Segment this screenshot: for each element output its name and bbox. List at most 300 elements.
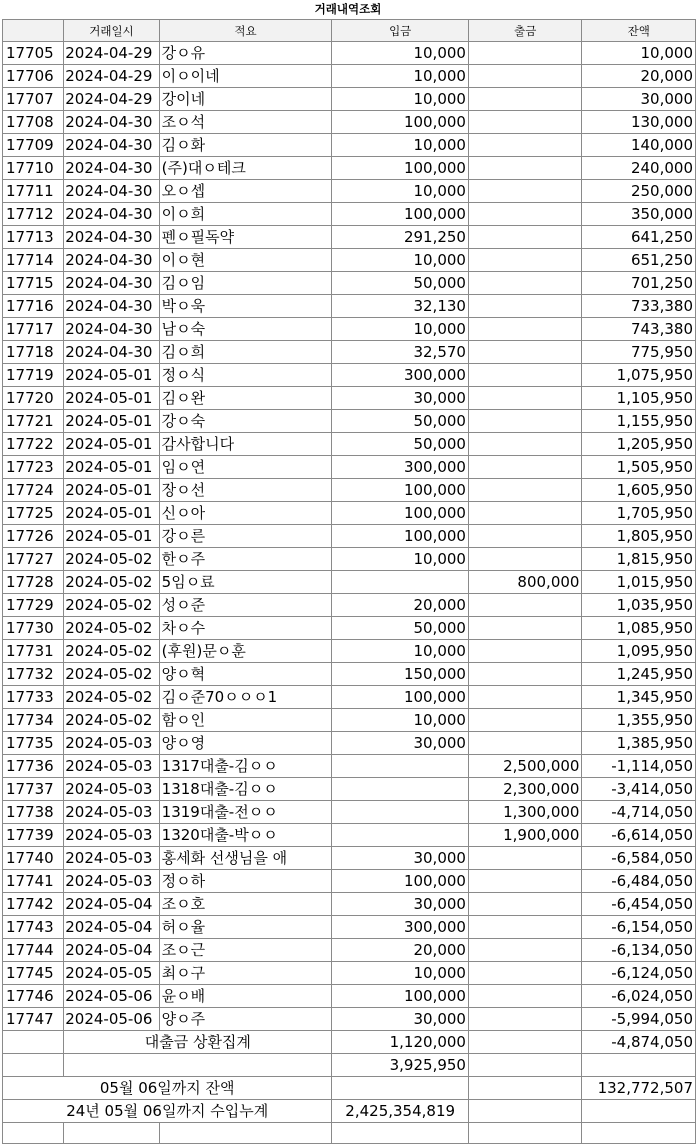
row-number[interactable]: 17705 <box>3 42 64 65</box>
row-description[interactable]: 허ㅇ율 <box>159 916 332 939</box>
row-description[interactable]: 조ㅇ석 <box>159 111 332 134</box>
row-date[interactable]: 2024-05-03 <box>64 778 159 801</box>
row-withdrawal[interactable] <box>468 318 581 341</box>
row-deposit[interactable]: 10,000 <box>332 65 469 88</box>
row-date[interactable]: 2024-04-30 <box>64 134 159 157</box>
row-withdrawal[interactable] <box>468 525 581 548</box>
row-withdrawal[interactable] <box>468 203 581 226</box>
row-date[interactable]: 2024-04-29 <box>64 65 159 88</box>
row-date[interactable]: 2024-05-01 <box>64 502 159 525</box>
row-balance[interactable]: -3,414,050 <box>582 778 696 801</box>
row-description[interactable]: (후원)문ㅇ훈 <box>159 640 332 663</box>
row-number[interactable]: 17730 <box>3 617 64 640</box>
row-description[interactable]: 홍세화 선생님을 애 <box>159 847 332 870</box>
table-row <box>3 341 696 364</box>
row-balance[interactable]: 1,345,950 <box>582 686 696 709</box>
row-date[interactable]: 2024-05-02 <box>64 571 159 594</box>
row-number[interactable]: 17717 <box>3 318 64 341</box>
cumulative-label[interactable]: 24년 05월 06일까지 수입누계 <box>3 1100 332 1123</box>
row-balance[interactable]: -6,024,050 <box>582 985 696 1008</box>
row-date[interactable]: 2024-05-02 <box>64 594 159 617</box>
row-description[interactable]: 김ㅇ완 <box>159 387 332 410</box>
row-withdrawal[interactable] <box>468 479 581 502</box>
row-withdrawal[interactable] <box>468 134 581 157</box>
cell[interactable] <box>159 1123 332 1144</box>
row-balance[interactable]: 1,385,950 <box>582 732 696 755</box>
total-deposit-value[interactable]: 3,925,950 <box>332 1054 469 1077</box>
row-date[interactable]: 2024-04-30 <box>64 180 159 203</box>
row-withdrawal[interactable] <box>468 732 581 755</box>
row-balance[interactable]: 743,380 <box>582 318 696 341</box>
row-withdrawal[interactable] <box>468 640 581 663</box>
row-date[interactable]: 2024-05-01 <box>64 387 159 410</box>
row-balance[interactable]: 1,245,950 <box>582 663 696 686</box>
row-description[interactable]: 함ㅇ인 <box>159 709 332 732</box>
row-withdrawal[interactable] <box>468 502 581 525</box>
row-number[interactable]: 17736 <box>3 755 64 778</box>
header-balance[interactable]: 잔액 <box>582 20 696 42</box>
row-deposit[interactable]: 300,000 <box>332 364 469 387</box>
table-row <box>3 249 696 272</box>
row-date[interactable]: 2024-05-04 <box>64 916 159 939</box>
row-number[interactable]: 17740 <box>3 847 64 870</box>
row-deposit[interactable]: 100,000 <box>332 985 469 1008</box>
row-date[interactable]: 2024-05-03 <box>64 870 159 893</box>
loan-summary-balance[interactable]: -4,874,050 <box>582 1031 696 1054</box>
row-deposit[interactable]: 10,000 <box>332 249 469 272</box>
row-number[interactable]: 17724 <box>3 479 64 502</box>
row-balance[interactable]: 1,205,950 <box>582 433 696 456</box>
row-withdrawal[interactable] <box>468 65 581 88</box>
row-balance[interactable]: 240,000 <box>582 157 696 180</box>
row-description[interactable]: 성ㅇ준 <box>159 594 332 617</box>
row-withdrawal[interactable] <box>468 870 581 893</box>
cell[interactable] <box>468 1100 581 1123</box>
row-deposit[interactable]: 10,000 <box>332 88 469 111</box>
table-row <box>3 65 696 88</box>
row-balance[interactable]: 30,000 <box>582 88 696 111</box>
row-number[interactable]: 17711 <box>3 180 64 203</box>
row-number[interactable]: 17746 <box>3 985 64 1008</box>
row-deposit[interactable]: 10,000 <box>332 42 469 65</box>
cell[interactable] <box>468 1123 581 1144</box>
row-number[interactable]: 17706 <box>3 65 64 88</box>
row-balance[interactable]: 641,250 <box>582 226 696 249</box>
empty-row <box>3 1123 696 1144</box>
row-date[interactable]: 2024-05-05 <box>64 962 159 985</box>
row-deposit[interactable] <box>332 824 469 847</box>
row-description[interactable]: 조ㅇ호 <box>159 893 332 916</box>
row-number[interactable]: 17716 <box>3 295 64 318</box>
row-withdrawal[interactable] <box>468 847 581 870</box>
row-number[interactable]: 17739 <box>3 824 64 847</box>
row-deposit[interactable]: 100,000 <box>332 870 469 893</box>
row-deposit[interactable]: 150,000 <box>332 663 469 686</box>
row-date[interactable]: 2024-05-02 <box>64 663 159 686</box>
row-deposit[interactable]: 291,250 <box>332 226 469 249</box>
row-withdrawal[interactable] <box>468 893 581 916</box>
row-deposit[interactable]: 100,000 <box>332 203 469 226</box>
row-deposit[interactable]: 32,570 <box>332 341 469 364</box>
row-withdrawal[interactable] <box>468 663 581 686</box>
row-deposit[interactable]: 50,000 <box>332 617 469 640</box>
row-balance[interactable]: 10,000 <box>582 42 696 65</box>
row-number[interactable]: 17744 <box>3 939 64 962</box>
row-withdrawal[interactable] <box>468 249 581 272</box>
balance-value[interactable]: 132,772,507 <box>582 1077 696 1100</box>
row-deposit[interactable]: 30,000 <box>332 1008 469 1031</box>
cell[interactable] <box>332 1123 469 1144</box>
row-description[interactable]: 이ㅇ희 <box>159 203 332 226</box>
row-description[interactable]: 정ㅇ식 <box>159 364 332 387</box>
row-deposit[interactable]: 100,000 <box>332 111 469 134</box>
row-description[interactable]: 1318대출-김ㅇㅇ <box>159 778 332 801</box>
row-withdrawal[interactable] <box>468 226 581 249</box>
row-deposit[interactable]: 10,000 <box>332 548 469 571</box>
row-deposit[interactable]: 10,000 <box>332 709 469 732</box>
row-description[interactable]: 양ㅇ주 <box>159 1008 332 1031</box>
row-number[interactable]: 17734 <box>3 709 64 732</box>
row-withdrawal[interactable] <box>468 157 581 180</box>
row-withdrawal[interactable] <box>468 916 581 939</box>
header-no[interactable] <box>3 20 64 42</box>
cumulative-value[interactable]: 2,425,354,819 <box>332 1100 469 1123</box>
row-date[interactable]: 2024-04-29 <box>64 42 159 65</box>
row-deposit[interactable] <box>332 571 469 594</box>
row-description[interactable]: 양ㅇ영 <box>159 732 332 755</box>
row-withdrawal[interactable]: 1,300,000 <box>468 801 581 824</box>
row-withdrawal[interactable] <box>468 456 581 479</box>
row-withdrawal[interactable] <box>468 548 581 571</box>
row-number[interactable]: 17733 <box>3 686 64 709</box>
row-balance[interactable]: 1,705,950 <box>582 502 696 525</box>
row-description[interactable]: 김ㅇ준70ㅇㅇㅇ1 <box>159 686 332 709</box>
row-date[interactable]: 2024-04-30 <box>64 272 159 295</box>
table-row <box>3 824 696 847</box>
row-number[interactable]: 17721 <box>3 410 64 433</box>
row-balance[interactable]: -4,714,050 <box>582 801 696 824</box>
row-date[interactable]: 2024-05-01 <box>64 479 159 502</box>
row-deposit[interactable]: 300,000 <box>332 456 469 479</box>
row-description[interactable]: 강이네 <box>159 88 332 111</box>
row-deposit[interactable]: 30,000 <box>332 387 469 410</box>
cell[interactable] <box>3 1054 64 1077</box>
row-number[interactable]: 17710 <box>3 157 64 180</box>
table-row <box>3 985 696 1008</box>
row-description[interactable]: 이ㅇ이네 <box>159 65 332 88</box>
row-date[interactable]: 2024-05-04 <box>64 939 159 962</box>
row-balance[interactable]: 775,950 <box>582 341 696 364</box>
row-balance[interactable]: 20,000 <box>582 65 696 88</box>
row-description[interactable]: 박ㅇ욱 <box>159 295 332 318</box>
row-withdrawal[interactable] <box>468 617 581 640</box>
row-date[interactable]: 2024-05-03 <box>64 847 159 870</box>
row-withdrawal[interactable]: 1,900,000 <box>468 824 581 847</box>
row-number[interactable]: 17742 <box>3 893 64 916</box>
row-withdrawal[interactable] <box>468 88 581 111</box>
row-date[interactable]: 2024-05-03 <box>64 732 159 755</box>
row-balance[interactable]: -6,484,050 <box>582 870 696 893</box>
row-balance[interactable]: -5,994,050 <box>582 1008 696 1031</box>
row-withdrawal[interactable] <box>468 962 581 985</box>
row-number[interactable]: 17747 <box>3 1008 64 1031</box>
row-number[interactable]: 17720 <box>3 387 64 410</box>
row-description[interactable]: 조ㅇ근 <box>159 939 332 962</box>
row-deposit[interactable]: 50,000 <box>332 410 469 433</box>
row-deposit[interactable]: 100,000 <box>332 502 469 525</box>
row-balance[interactable]: 350,000 <box>582 203 696 226</box>
row-number[interactable]: 17713 <box>3 226 64 249</box>
row-number[interactable]: 17726 <box>3 525 64 548</box>
row-date[interactable]: 2024-05-02 <box>64 548 159 571</box>
row-balance[interactable]: -6,584,050 <box>582 847 696 870</box>
row-description[interactable]: 김ㅇ임 <box>159 272 332 295</box>
table-row <box>3 686 696 709</box>
table-row <box>3 525 696 548</box>
row-deposit[interactable]: 50,000 <box>332 433 469 456</box>
row-withdrawal[interactable] <box>468 686 581 709</box>
row-description[interactable]: 양ㅇ혁 <box>159 663 332 686</box>
row-withdrawal[interactable]: 800,000 <box>468 571 581 594</box>
row-withdrawal[interactable]: 2,500,000 <box>468 755 581 778</box>
row-number[interactable]: 17732 <box>3 663 64 686</box>
row-deposit[interactable]: 32,130 <box>332 295 469 318</box>
row-date[interactable]: 2024-05-06 <box>64 1008 159 1031</box>
row-description[interactable]: 1320대출-박ㅇㅇ <box>159 824 332 847</box>
cell[interactable] <box>332 1077 469 1100</box>
row-date[interactable]: 2024-05-02 <box>64 686 159 709</box>
row-withdrawal[interactable] <box>468 939 581 962</box>
row-deposit[interactable]: 10,000 <box>332 134 469 157</box>
row-balance[interactable]: 1,095,950 <box>582 640 696 663</box>
row-withdrawal[interactable] <box>468 42 581 65</box>
row-deposit[interactable]: 10,000 <box>332 640 469 663</box>
row-deposit[interactable]: 30,000 <box>332 893 469 916</box>
row-number[interactable]: 17712 <box>3 203 64 226</box>
row-number[interactable]: 17718 <box>3 341 64 364</box>
row-date[interactable]: 2024-05-03 <box>64 824 159 847</box>
row-date[interactable]: 2024-05-01 <box>64 456 159 479</box>
row-withdrawal[interactable] <box>468 180 581 203</box>
cell[interactable] <box>468 1054 581 1077</box>
cell[interactable] <box>3 1031 64 1054</box>
row-number[interactable]: 17728 <box>3 571 64 594</box>
row-deposit[interactable]: 100,000 <box>332 479 469 502</box>
cell[interactable] <box>468 1031 581 1054</box>
row-balance[interactable]: 130,000 <box>582 111 696 134</box>
row-description[interactable]: 신ㅇ아 <box>159 502 332 525</box>
row-withdrawal[interactable] <box>468 272 581 295</box>
row-number[interactable]: 17723 <box>3 456 64 479</box>
row-description[interactable]: 장ㅇ선 <box>159 479 332 502</box>
row-date[interactable]: 2024-04-29 <box>64 88 159 111</box>
row-description[interactable]: 감사합니다 <box>159 433 332 456</box>
row-deposit[interactable]: 10,000 <box>332 962 469 985</box>
cell[interactable] <box>64 1054 332 1077</box>
cell[interactable] <box>3 1123 64 1144</box>
balance-label[interactable]: 05월 06일까지 잔액 <box>3 1077 332 1100</box>
row-deposit[interactable]: 20,000 <box>332 939 469 962</box>
row-balance[interactable]: -1,114,050 <box>582 755 696 778</box>
row-date[interactable]: 2024-05-01 <box>64 410 159 433</box>
row-number[interactable]: 17725 <box>3 502 64 525</box>
row-balance[interactable]: 733,380 <box>582 295 696 318</box>
table-row <box>3 456 696 479</box>
row-balance[interactable]: -6,124,050 <box>582 962 696 985</box>
row-number[interactable]: 17707 <box>3 88 64 111</box>
row-date[interactable]: 2024-05-02 <box>64 709 159 732</box>
row-withdrawal[interactable] <box>468 985 581 1008</box>
row-balance[interactable]: 1,815,950 <box>582 548 696 571</box>
row-date[interactable]: 2024-04-30 <box>64 203 159 226</box>
total-deposit-row <box>3 1054 696 1077</box>
row-date[interactable]: 2024-05-02 <box>64 617 159 640</box>
row-number[interactable]: 17727 <box>3 548 64 571</box>
row-number[interactable]: 17738 <box>3 801 64 824</box>
row-description[interactable]: 남ㅇ숙 <box>159 318 332 341</box>
row-description[interactable]: 강ㅇ유 <box>159 42 332 65</box>
row-deposit[interactable]: 20,000 <box>332 594 469 617</box>
row-number[interactable]: 17743 <box>3 916 64 939</box>
header-description[interactable]: 적요 <box>159 20 332 42</box>
row-balance[interactable]: 701,250 <box>582 272 696 295</box>
row-withdrawal[interactable] <box>468 364 581 387</box>
row-number[interactable]: 17715 <box>3 272 64 295</box>
row-number[interactable]: 17735 <box>3 732 64 755</box>
row-balance[interactable]: -6,454,050 <box>582 893 696 916</box>
row-number[interactable]: 17737 <box>3 778 64 801</box>
row-description[interactable]: 윤ㅇ배 <box>159 985 332 1008</box>
row-balance[interactable]: 1,355,950 <box>582 709 696 732</box>
row-description[interactable]: 차ㅇ수 <box>159 617 332 640</box>
row-description[interactable]: 한ㅇ주 <box>159 548 332 571</box>
row-date[interactable]: 2024-05-03 <box>64 755 159 778</box>
row-description[interactable]: 강ㅇ른 <box>159 525 332 548</box>
row-date[interactable]: 2024-04-30 <box>64 295 159 318</box>
row-number[interactable]: 17708 <box>3 111 64 134</box>
row-deposit[interactable]: 100,000 <box>332 525 469 548</box>
row-deposit[interactable]: 30,000 <box>332 732 469 755</box>
row-balance[interactable]: 1,605,950 <box>582 479 696 502</box>
row-date[interactable]: 2024-04-30 <box>64 157 159 180</box>
row-description[interactable]: 5임ㅇ료 <box>159 571 332 594</box>
row-description[interactable]: 정ㅇ하 <box>159 870 332 893</box>
row-withdrawal[interactable] <box>468 1008 581 1031</box>
row-withdrawal[interactable] <box>468 111 581 134</box>
row-date[interactable]: 2024-05-06 <box>64 985 159 1008</box>
row-withdrawal[interactable] <box>468 410 581 433</box>
row-date[interactable]: 2024-05-03 <box>64 801 159 824</box>
row-description[interactable]: 이ㅇ현 <box>159 249 332 272</box>
loan-summary-label[interactable]: 대출금 상환집계 <box>64 1031 332 1054</box>
row-number[interactable]: 17709 <box>3 134 64 157</box>
row-date[interactable]: 2024-05-01 <box>64 433 159 456</box>
row-withdrawal[interactable] <box>468 433 581 456</box>
header-deposit[interactable]: 입금 <box>332 20 469 42</box>
row-balance[interactable]: 1,105,950 <box>582 387 696 410</box>
row-deposit[interactable]: 10,000 <box>332 180 469 203</box>
row-withdrawal[interactable]: 2,300,000 <box>468 778 581 801</box>
row-deposit[interactable] <box>332 801 469 824</box>
row-deposit[interactable]: 300,000 <box>332 916 469 939</box>
row-balance[interactable]: 1,155,950 <box>582 410 696 433</box>
row-deposit[interactable]: 100,000 <box>332 157 469 180</box>
row-balance[interactable]: 1,015,950 <box>582 571 696 594</box>
row-withdrawal[interactable] <box>468 594 581 617</box>
row-balance[interactable]: -6,154,050 <box>582 916 696 939</box>
row-deposit[interactable]: 30,000 <box>332 847 469 870</box>
row-date[interactable]: 2024-05-04 <box>64 893 159 916</box>
row-deposit[interactable]: 10,000 <box>332 318 469 341</box>
row-deposit[interactable]: 100,000 <box>332 686 469 709</box>
cell[interactable] <box>582 1054 696 1077</box>
row-description[interactable]: 1319대출-전ㅇㅇ <box>159 801 332 824</box>
row-description[interactable]: 펜ㅇ필독약 <box>159 226 332 249</box>
row-description[interactable]: 오ㅇ셉 <box>159 180 332 203</box>
table-row <box>3 939 696 962</box>
table-row <box>3 180 696 203</box>
row-description[interactable]: 강ㅇ숙 <box>159 410 332 433</box>
row-number[interactable]: 17722 <box>3 433 64 456</box>
row-date[interactable]: 2024-04-30 <box>64 249 159 272</box>
row-date[interactable]: 2024-04-30 <box>64 318 159 341</box>
row-date[interactable]: 2024-05-01 <box>64 364 159 387</box>
row-balance[interactable]: 1,035,950 <box>582 594 696 617</box>
row-deposit[interactable] <box>332 755 469 778</box>
row-balance[interactable]: 1,075,950 <box>582 364 696 387</box>
row-balance[interactable]: -6,134,050 <box>582 939 696 962</box>
row-balance[interactable]: 1,085,950 <box>582 617 696 640</box>
row-balance[interactable]: -6,614,050 <box>582 824 696 847</box>
row-number[interactable]: 17714 <box>3 249 64 272</box>
cell[interactable] <box>64 1123 159 1144</box>
row-description[interactable]: 김ㅇ화 <box>159 134 332 157</box>
row-balance[interactable]: 651,250 <box>582 249 696 272</box>
row-description[interactable]: 김ㅇ희 <box>159 341 332 364</box>
row-balance[interactable]: 1,505,950 <box>582 456 696 479</box>
row-description[interactable]: 1317대출-김ㅇㅇ <box>159 755 332 778</box>
cell[interactable] <box>582 1100 696 1123</box>
row-date[interactable]: 2024-04-30 <box>64 226 159 249</box>
row-deposit[interactable] <box>332 778 469 801</box>
row-description[interactable]: 임ㅇ연 <box>159 456 332 479</box>
header-withdrawal[interactable]: 출금 <box>468 20 581 42</box>
cell[interactable] <box>582 1123 696 1144</box>
row-withdrawal[interactable] <box>468 709 581 732</box>
row-balance[interactable]: 1,805,950 <box>582 525 696 548</box>
row-withdrawal[interactable] <box>468 387 581 410</box>
row-balance[interactable]: 140,000 <box>582 134 696 157</box>
row-withdrawal[interactable] <box>468 341 581 364</box>
row-description[interactable]: 최ㅇ구 <box>159 962 332 985</box>
row-description[interactable]: (주)대ㅇ테크 <box>159 157 332 180</box>
cell[interactable] <box>468 1077 581 1100</box>
row-date[interactable]: 2024-04-30 <box>64 111 159 134</box>
row-number[interactable]: 17745 <box>3 962 64 985</box>
row-withdrawal[interactable] <box>468 295 581 318</box>
row-deposit[interactable]: 50,000 <box>332 272 469 295</box>
loan-summary-deposit[interactable]: 1,120,000 <box>332 1031 469 1054</box>
row-number[interactable]: 17741 <box>3 870 64 893</box>
row-date[interactable]: 2024-05-02 <box>64 640 159 663</box>
row-balance[interactable]: 250,000 <box>582 180 696 203</box>
header-date[interactable]: 거래일시 <box>64 20 159 42</box>
row-number[interactable]: 17731 <box>3 640 64 663</box>
row-number[interactable]: 17729 <box>3 594 64 617</box>
row-date[interactable]: 2024-05-01 <box>64 525 159 548</box>
row-date[interactable]: 2024-04-30 <box>64 341 159 364</box>
row-number[interactable]: 17719 <box>3 364 64 387</box>
